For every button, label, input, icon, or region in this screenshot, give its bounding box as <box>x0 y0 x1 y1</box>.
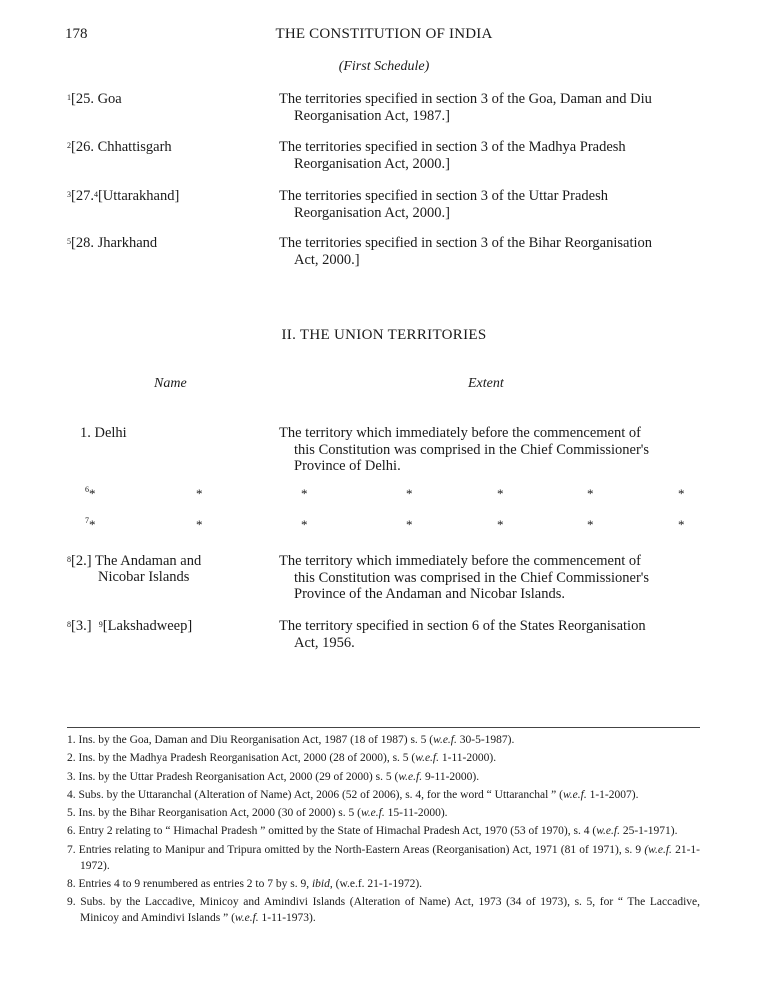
ut-extent-delhi <box>279 425 700 475</box>
footnotes <box>67 732 700 929</box>
omission-star: * <box>406 486 413 501</box>
extent-line: The territories specified in section 3 of the Goa, Daman and Diu <box>279 91 652 107</box>
ut-extent-lakshadweep <box>279 618 700 651</box>
omission-star: * <box>196 486 203 501</box>
omission-star: * <box>196 517 203 532</box>
ut-name-line: Nicobar Islands <box>98 569 190 585</box>
extent-line: Province of the Andaman and Nicobar Islands. <box>294 586 565 602</box>
page-number: 178 <box>65 26 88 42</box>
state-name-uttarakhand <box>67 188 179 204</box>
omission-star: * <box>587 486 594 501</box>
footnote-marker: 4 <box>93 190 98 199</box>
footnote: 4. Subs. by the Uttaranchal (Alteration of Name) Act, 2006 (52 of 2006), s. 4, for the word “ Uttaranchal ” (w.e.f. 1-1-2007). <box>67 788 639 801</box>
extent-line: Act, 1956. <box>294 634 355 651</box>
footnote-marker: 1 <box>67 93 71 102</box>
state-name-jharkhand <box>67 235 157 251</box>
omission-star: * <box>301 517 308 532</box>
footnote: 9. Subs. by the Laccadive, Minicoy and Amindivi Islands (Alteration of Name) Act, 1973 (34 of 1973), s. 5, for “ The Laccadive, Minicoy and Amindivi Islands ” (w.e.f. 1-11-1973). <box>67 896 700 925</box>
extent-line: Province of Delhi. <box>294 458 401 474</box>
ut-name-andaman <box>67 553 201 585</box>
extent-line: The territories specified in section 3 of the Madhya Pradesh <box>279 139 626 155</box>
state-name-chhattisgarh <box>67 139 172 155</box>
footnote-marker: 5 <box>67 237 71 246</box>
extent-line: The territory which immediately before the commencement of <box>279 425 641 441</box>
ut-name-lakshadweep <box>67 618 192 634</box>
extent-line: this Constitution was comprised in the Chief Commissioner's <box>294 441 650 458</box>
column-heading-extent: Extent <box>468 376 504 391</box>
footnote: 6. Entry 2 relating to “ Himachal Pradesh ” omitted by the State of Himachal Pradesh Act, 1970 (53 of 1970), s. 4 (w.e.f. 25-1-1971). <box>67 825 678 838</box>
footnote: 7. Entries relating to Manipur and Tripura omitted by the North-Eastern Areas (Reorganisation) Act, 1971 (81 of 1971), s. 9 (w.e.f. 21-1-1972). <box>67 843 700 872</box>
state-extent-jharkhand <box>279 235 700 268</box>
extent-line: this Constitution was comprised in the Chief Commissioner's <box>294 569 650 586</box>
state-name-label: [25. Goa <box>71 91 122 107</box>
schedule-label: (First Schedule) <box>338 59 430 74</box>
footnote-marker: 8 <box>67 620 71 629</box>
ut-extent-andaman <box>279 553 700 603</box>
extent-line: The territory specified in section 6 of the States Reorganisation <box>279 618 646 634</box>
footnote-marker: 8 <box>67 555 71 564</box>
omission-star: * <box>406 517 413 532</box>
omission-star: * <box>89 486 96 501</box>
state-name-label: [28. Jharkhand <box>71 235 158 251</box>
extent-line: Reorganisation Act, 1987.] <box>294 107 450 124</box>
state-name-label: [26. Chhattisgarh <box>71 139 172 155</box>
extent-line: Reorganisation Act, 2000.] <box>294 155 450 172</box>
footnote: 8. Entries 4 to 9 renumbered as entries 2 to 7 by s. 9, ibid, (w.e.f. 21-1-1972). <box>67 878 423 891</box>
state-number-label: [27. <box>71 188 94 204</box>
omission-star: * <box>497 486 504 501</box>
omission-star: * <box>89 517 96 532</box>
state-name-goa <box>67 91 122 107</box>
extent-line: The territory which immediately before the commencement of <box>279 553 641 569</box>
extent-line: The territories specified in section 3 of the Bihar Reorganisation <box>279 235 652 251</box>
omitted-entry-row <box>0 517 768 533</box>
extent-line: The territories specified in section 3 of the Uttar Pradesh <box>279 188 608 204</box>
omission-star: * <box>587 517 594 532</box>
footnote-marker: 9 <box>98 620 103 629</box>
footnote-marker: 3 <box>67 190 71 199</box>
running-title: THE CONSTITUTION OF INDIA <box>275 26 493 42</box>
footnote: 3. Ins. by the Uttar Pradesh Reorganisation Act, 2000 (29 of 2000) s. 5 (w.e.f. 9-11-2000). <box>67 770 480 783</box>
footnote-separator <box>67 727 700 728</box>
column-heading-name: Name <box>154 376 187 391</box>
extent-line: Act, 2000.] <box>294 251 360 268</box>
ut-number-label: [3.] <box>71 618 92 634</box>
state-extent-chhattisgarh <box>279 139 700 172</box>
state-extent-uttarakhand <box>279 188 700 221</box>
footnote-marker: 2 <box>67 141 71 150</box>
omission-star: * <box>301 486 308 501</box>
omission-star: * <box>678 486 685 501</box>
state-name-label: [Uttarakhand] <box>97 188 180 204</box>
omitted-entry-row <box>0 486 768 502</box>
footnote: 5. Ins. by the Bihar Reorganisation Act, 2000 (30 of 2000) s. 5 (w.e.f. 15-11-2000). <box>67 807 448 820</box>
footnote: 1. Ins. by the Goa, Daman and Diu Reorganisation Act, 1987 (18 of 1987) s. 5 (w.e.f. 30-5-1987). <box>67 734 515 746</box>
ut-name-label: [Lakshadweep] <box>102 618 193 634</box>
state-extent-goa <box>279 91 700 124</box>
ut-name-delhi: 1. Delhi <box>80 425 127 441</box>
extent-line: Reorganisation Act, 2000.] <box>294 204 450 221</box>
omission-star: * <box>678 517 685 532</box>
footnote-marker: 6 <box>85 485 89 494</box>
ut-name-line: [2.] The Andaman and <box>71 553 202 569</box>
footnote-marker: 7 <box>85 516 89 525</box>
footnote: 2. Ins. by the Madhya Pradesh Reorganisation Act, 2000 (28 of 2000), s. 5 (w.e.f. 1-11-2000). <box>67 752 497 765</box>
omission-star: * <box>497 517 504 532</box>
section-heading: II. THE UNION TERRITORIES <box>281 327 487 343</box>
